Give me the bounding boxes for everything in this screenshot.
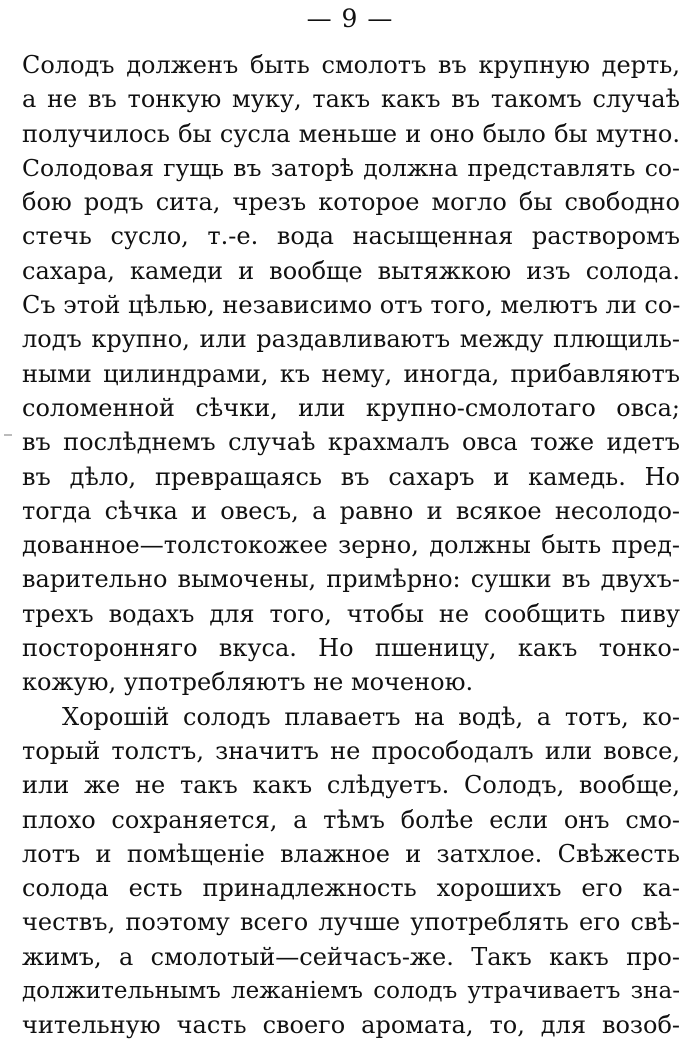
text-line: стечь сусло, т.-е. вода насыщенная растворомъ (22, 222, 680, 251)
page-number: — 9 — (306, 4, 394, 33)
text-line: варительно вымочены, примѣрно: сушки въ двухъ- (22, 565, 680, 594)
text-line: ными цилиндрами, къ нему, иногда, прибавляютъ (22, 359, 680, 388)
paragraph-2 (22, 700, 680, 1043)
text-line: торый толстъ, значитъ не просободалъ или вовсе, (22, 736, 680, 765)
text-line: лодъ крупно, или раздавливаютъ между плющиль- (22, 325, 680, 354)
margin-mark (4, 434, 12, 436)
text-line: Солодовая гущь въ заторѣ должна представлять со- (22, 153, 680, 182)
text-line: въ послѣднемъ случаѣ крахмалъ овса тоже идетъ (22, 428, 680, 457)
text-line: тогда сѣчка и овесъ, а равно и всякое несолодо- (22, 496, 680, 525)
text-line: жимъ, а смолотый—сейчасъ-же. Такъ какъ про- (22, 942, 680, 971)
text-line: лотъ и помѣщеніе влажное и затхлое. Свѣжесть (22, 839, 680, 868)
text-line: трехъ водахъ для того, чтобы не сообщить пиву (22, 599, 680, 628)
text-line: плохо сохраняется, а тѣмъ болѣе если онъ смо- (22, 805, 680, 834)
text-line: или же не такъ какъ слѣдуетъ. Солодъ, вообще, (22, 771, 680, 800)
text-line: Хорошій солодъ плаваетъ на водѣ, а тотъ, ко- (62, 702, 680, 731)
text-line: а не въ тонкую муку, такъ какъ въ такомъ случаѣ (22, 85, 680, 114)
text-line: получилось бы сусла меньше и оно было бы мутно. (22, 119, 680, 148)
text-line: чествъ, поэтому всего лучше употреблять его свѣ- (22, 908, 680, 937)
text-line: въ дѣло, превращаясь въ сахаръ и камедь. Но (22, 462, 680, 491)
text-line: солода есть принадлежность хорошихъ его ка- (22, 874, 680, 903)
text-line: бою родъ сита, чрезъ которое могло бы свободно (22, 188, 680, 217)
text-line: должительнымъ лежаніемъ солодъ утрачиваетъ зна- (22, 978, 680, 1005)
text-line: сахара, камеди и вообще вытяжкою изъ солода. (22, 256, 680, 285)
text-line: чительную часть своего аромата, то, для возоб- (22, 1011, 680, 1040)
text-line: кожую, употребляютъ не моченою. (22, 668, 474, 697)
text-line: соломенной сѣчки, или крупно-смолотаго овса; (22, 393, 680, 422)
text-line: дованное—толстокожее зерно, должны быть пред- (22, 531, 680, 560)
text-line: Съ этой цѣлью, независимо отъ того, мелютъ ли со- (22, 291, 680, 320)
text-line: Солодъ долженъ быть смолотъ въ крупную дерть, (22, 51, 680, 79)
text-line: посторонняго вкуса. Но пшеницу, какъ тонко- (22, 634, 680, 663)
paragraph-1 (22, 48, 680, 700)
body-text (22, 48, 680, 1043)
